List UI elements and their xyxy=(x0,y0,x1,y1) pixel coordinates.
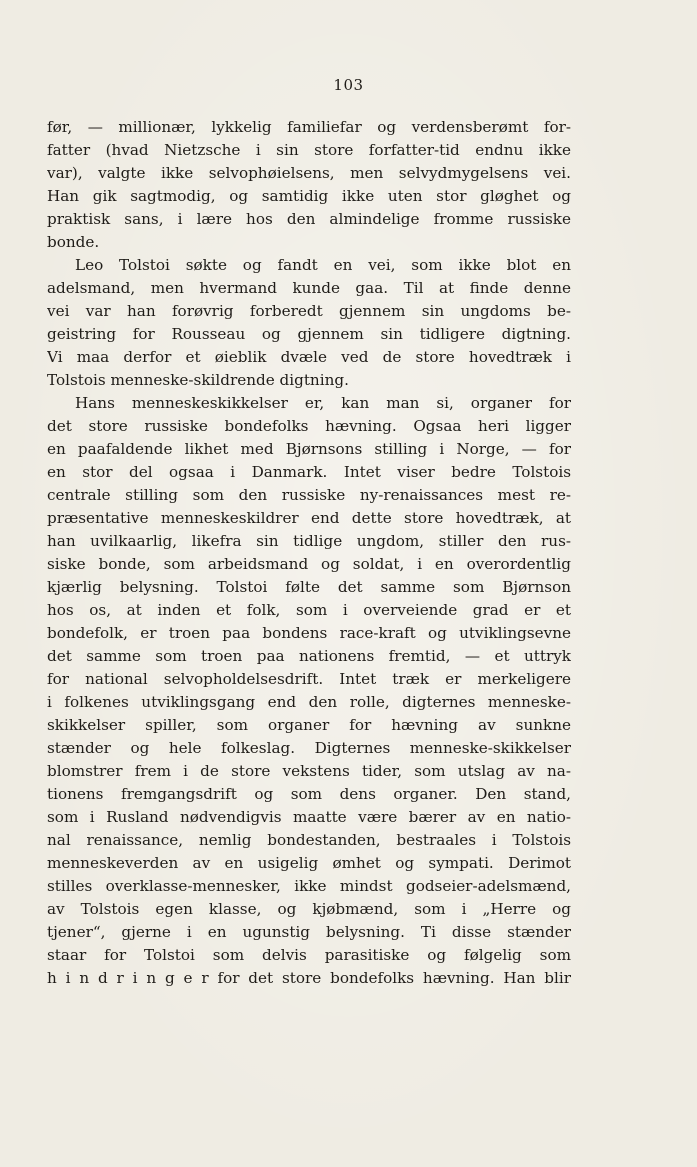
text-line: geistring for Rousseau og gjennem sin tidligere digtning. xyxy=(47,325,571,343)
text-line: bonde. xyxy=(47,233,100,251)
paragraph xyxy=(47,116,571,254)
text-line: i folkenes utviklingsgang end den rolle, digternes menneske- xyxy=(47,693,571,711)
text-line: hos os, at inden et folk, som i overveiende grad er et xyxy=(47,601,571,619)
text-line: tjener“, gjerne i en ugunstig belysning. Ti disse stænder xyxy=(47,923,571,941)
body-text xyxy=(47,116,571,990)
text-line: Tolstois menneske-skildrende digtning. xyxy=(47,371,349,389)
text-line: Vi maa derfor et øieblik dvæle ved de store hovedtræk i xyxy=(47,348,571,366)
text-line: det samme som troen paa nationens fremtid, — et uttryk xyxy=(47,647,571,665)
paragraph xyxy=(47,392,571,990)
text-line: skikkelser spiller, som organer for hævning av sunkne xyxy=(47,716,571,734)
text-line: h i n d r i n g e r for det store bondefolks hævning. Han blir xyxy=(47,969,571,987)
text-line: tionens fremgangsdrift og som dens organer. Den stand, xyxy=(47,785,571,803)
text-line: bondefolk, er troen paa bondens race-kraft og utviklingsevne xyxy=(47,624,571,642)
text-line: Leo Tolstoi søkte og fandt en vei, som ikke blot en xyxy=(75,256,571,274)
text-line: stænder og hele folkeslag. Digternes menneske-skikkelser xyxy=(47,739,571,757)
text-line: en stor del ogsaa i Danmark. Intet viser bedre Tolstois xyxy=(47,463,571,481)
text-line: adelsmand, men hvermand kunde gaa. Til at finde denne xyxy=(47,279,571,297)
text-line: stilles overklasse-mennesker, ikke mindst godseier-adelsmænd, xyxy=(47,877,571,895)
text-line: nal renaissance, nemlig bondestanden, bestraales i Tolstois xyxy=(47,831,571,849)
text-line: han uvilkaarlig, likefra sin tidlige ungdom, stiller den rus- xyxy=(47,532,571,550)
text-line: en paafaldende likhet med Bjørnsons stilling i Norge, — for xyxy=(47,440,571,458)
page-number: 103 xyxy=(333,76,364,94)
text-line: for national selvopholdelsesdrift. Intet træk er merkeligere xyxy=(47,670,571,688)
text-line: siske bonde, som arbeidsmand og soldat, i en overordentlig xyxy=(47,555,571,573)
text-line: fatter (hvad Nietzsche i sin store forfatter-tid endnu ikke xyxy=(47,141,571,159)
text-line: av Tolstois egen klasse, og kjøbmænd, som i „Herre og xyxy=(47,900,571,918)
text-line: som i Rusland nødvendigvis maatte være bærer av en natio- xyxy=(47,808,571,826)
text-line: var), valgte ikke selvophøielsens, men selvydmygelsens vei. xyxy=(47,164,571,182)
text-line: centrale stilling som den russiske ny-renaissances mest re- xyxy=(47,486,571,504)
text-line: menneskeverden av en usigelig ømhet og sympati. Derimot xyxy=(47,854,571,872)
text-line: Hans menneskeskikkelser er, kan man si, organer for xyxy=(75,394,571,412)
text-line: praktisk sans, i lære hos den almindelige fromme russiske xyxy=(47,210,571,228)
text-line: Han gik sagtmodig, og samtidig ikke uten stor gløghet og xyxy=(47,187,571,205)
text-line: det store russiske bondefolks hævning. Ogsaa heri ligger xyxy=(47,417,571,435)
text-line: før, — millionær, lykkelig familiefar og verdensberømt for- xyxy=(47,118,571,136)
text-line: staar for Tolstoi som delvis parasitiske og følgelig som xyxy=(47,946,571,964)
text-line: vei var han forøvrig forberedt gjennem sin ungdoms be- xyxy=(47,302,571,320)
text-line: blomstrer frem i de store vekstens tider, som utslag av na- xyxy=(47,762,571,780)
text-line: præsentative menneskeskildrer end dette store hovedtræk, at xyxy=(47,509,571,527)
paragraph xyxy=(47,254,571,392)
text-line: kjærlig belysning. Tolstoi følte det samme som Bjørnson xyxy=(47,578,571,596)
